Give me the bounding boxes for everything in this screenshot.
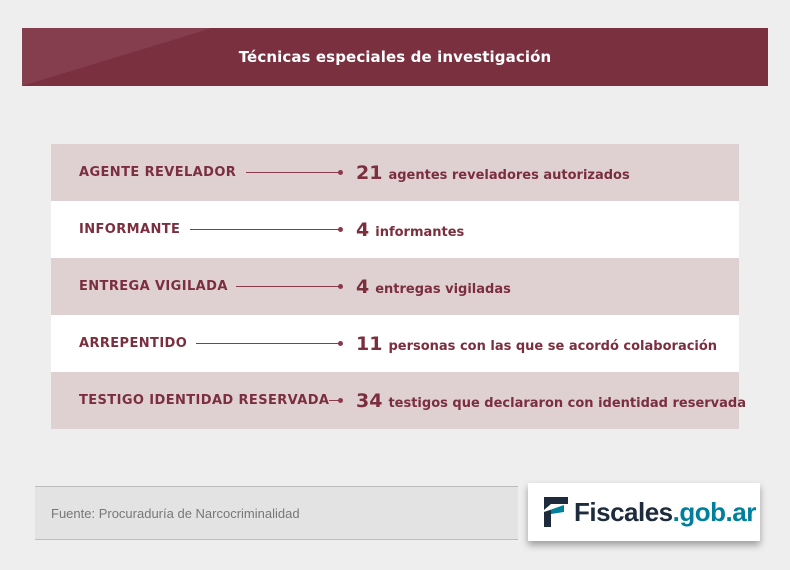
fiscales-logo-icon	[542, 495, 568, 529]
technique-description: informantes	[375, 224, 465, 240]
list-item	[51, 144, 739, 201]
technique-label: AGENTE REVELADOR	[79, 165, 237, 180]
logo-wordmark-part2: .gob.ar	[672, 496, 756, 527]
technique-description: entregas vigiladas	[375, 281, 511, 297]
technique-description: agentes reveladores autorizados	[388, 167, 630, 183]
header-sheen	[22, 28, 212, 86]
technique-value	[356, 219, 464, 241]
logo-wordmark	[574, 497, 756, 528]
techniques-list	[51, 144, 747, 429]
technique-count: 4	[356, 275, 370, 298]
header-banner	[22, 28, 768, 86]
technique-label: ENTREGA VIGILADA	[79, 279, 228, 294]
technique-label: INFORMANTE	[79, 222, 181, 237]
logo-wordmark-part1: Fiscales	[574, 496, 673, 527]
fiscales-logo[interactable]	[528, 483, 760, 541]
technique-count: 4	[356, 218, 370, 241]
technique-count: 34	[356, 389, 383, 412]
technique-value	[356, 276, 511, 298]
source-note	[35, 486, 518, 540]
connector-line	[246, 172, 341, 173]
technique-value	[356, 333, 717, 355]
connector-line	[190, 229, 341, 230]
technique-count: 21	[356, 161, 383, 184]
list-item	[51, 258, 739, 315]
technique-value	[356, 390, 746, 412]
technique-count: 11	[356, 332, 383, 355]
technique-value	[356, 162, 630, 184]
list-item	[51, 201, 739, 258]
technique-description: testigos que declararon con identidad reservada	[388, 395, 747, 411]
source-text: Fuente: Procuraduría de Narcocriminalidad	[51, 505, 300, 521]
list-item	[51, 315, 739, 372]
list-item	[51, 372, 747, 429]
connector-line	[236, 286, 341, 287]
technique-label: ARREPENTIDO	[79, 336, 188, 351]
connector-line	[329, 400, 341, 401]
page-title: Técnicas especiales de investigación	[238, 48, 552, 66]
technique-label: TESTIGO IDENTIDAD RESERVADA	[79, 393, 330, 408]
technique-description: personas con las que se acordó colaboración	[388, 338, 718, 354]
connector-line	[196, 343, 341, 344]
